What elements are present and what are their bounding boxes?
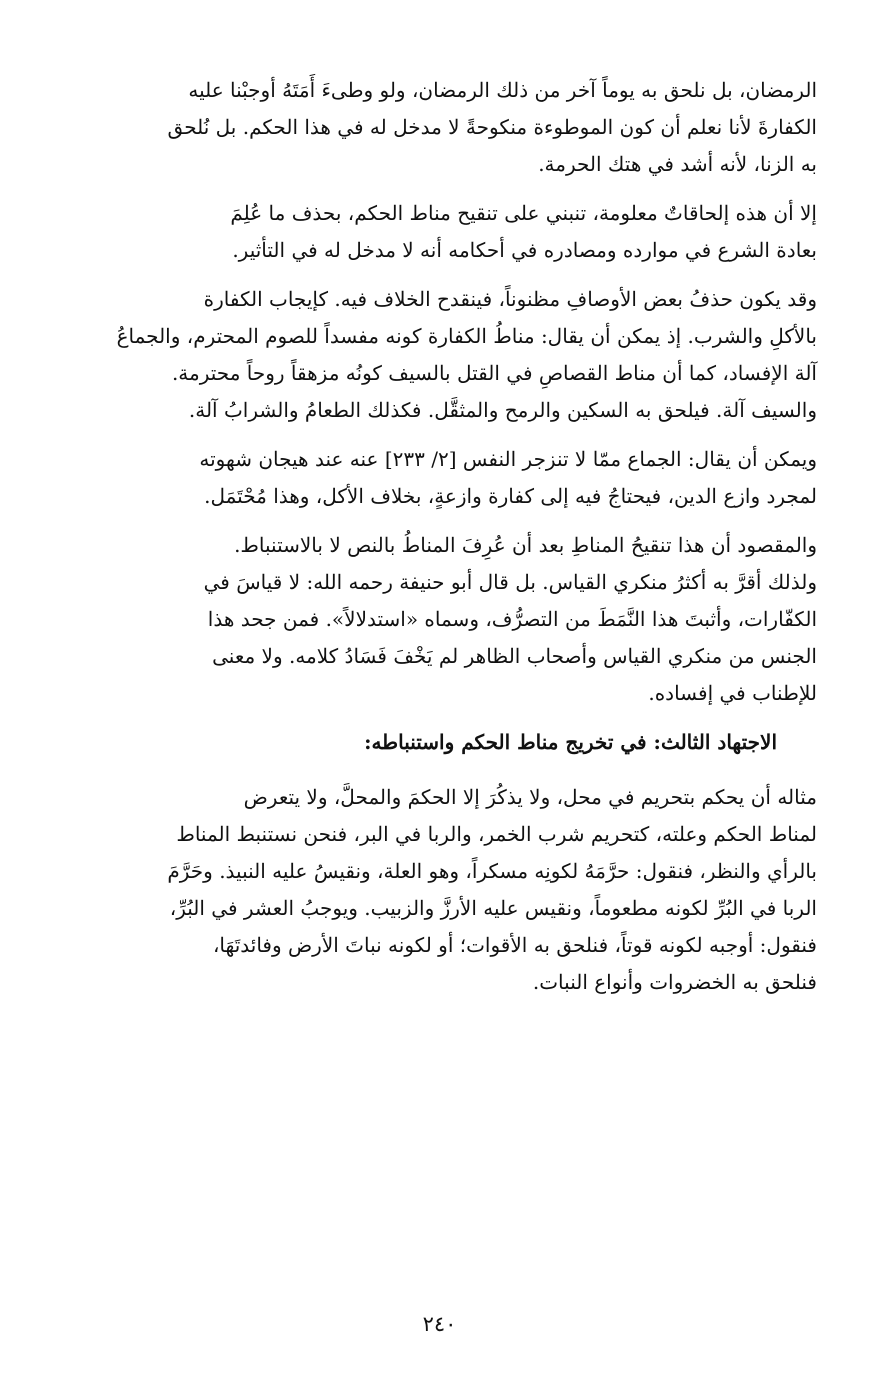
paragraph-3: وقد يكون حذفُ بعض الأوصافِ مظنوناً، فينقدح الخلاف فيه. كإيجاب الكفارة بالأكلِ والشرب. إذ يمكن أن يقال: مناطُ الكفارة كونه مفسداً للصوم المحترم، والجماعُ آلة الإفساد، كما أن مناط القصاصِ في القتل بالسيف كونُه مزهقاً روحاً محترمة. والسيف آلة. فيلحق به السكين والرمح والمثقَّل. فكذلك الطعامُ والشرابُ آلة. [116, 287, 817, 422]
section-heading: الاجتهاد الثالث: في تخريج مناط الحكم واستنباطه: [364, 730, 777, 754]
paragraph-4: ويمكن أن يقال: الجماع ممّا لا تنزجر النفس [٢/ ٢٣٣] عنه عند هيجان شهوته لمجرد وازع الدين، فيحتاجُ فيه إلى كفارة وازعةٍ، بخلاف الأكل، وهذا مُحْتَمَل. [199, 447, 817, 508]
page-number: ٢٤٠ [422, 1312, 457, 1336]
paragraph-1: الرمضان، بل نلحق به يوماً آخر من ذلك الرمضان، ولو وطىءَ أَمَتَهُ أوجبْنا عليه الكفارةَ لأنا نعلم أن كون الموطوءة منكوحةً لا مدخل له في هذا الحكم. بل نُلحق به الزنا، لأنه أشد في هتك الحرمة. [167, 78, 817, 176]
paragraph-6: مثاله أن يحكم بتحريم في محل، ولا يذكُرَ إلا الحكمَ والمحلَّ، ولا يتعرض لمناط الحكم وعلته، كتحريم شرب الخمر، والربا في البر، فنحن نستنبط المناط بالرأي والنظر، فنقول: حرَّمَهُ لكونِه مسكراً، وهو العلة، ونقيسُ عليه النبيذ. وحَرَّمَ الربا في البُرِّ لكونه مطعوماً، ونقيس عليه الأرزَّ والزبيب. ويوجبُ العشر في البُرِّ، فنقول: أوجبه لكونه قوتاً، فنلحق به الأقوات؛ أو لكونه نباتَ الأرض وفائدتَهَا، فنلحق به الخضروات وأنواع النبات. [167, 785, 817, 994]
paragraph-2: إلا أن هذه إلحاقاتٌ معلومة، تنبني على تنقيح مناط الحكم، بحذف ما عُلِمَ بعادة الشرع في موارده ومصادره في أحكامه أنه لا مدخل له في التأثير. [230, 201, 817, 262]
page-body [36, 72, 817, 1013]
paragraph-5: والمقصود أن هذا تنقيحُ المناطِ بعد أن عُرِفَ المناطُ بالنص لا بالاستنباط. ولذلك أقرَّ به أكثرُ منكري القياس. بل قال أبو حنيفة رحمه الله: لا قياسَ في الكفّارات، وأثبتَ هذا النَّمَطَ من التصرُّف، وسماه «استدلالاً». فمن جحد هذا الجنس من منكري القياس وأصحاب الظاهر لم يَخْفَ فَسَادُ كلامه. ولا معنى للإطناب في إفساده. [203, 533, 817, 705]
